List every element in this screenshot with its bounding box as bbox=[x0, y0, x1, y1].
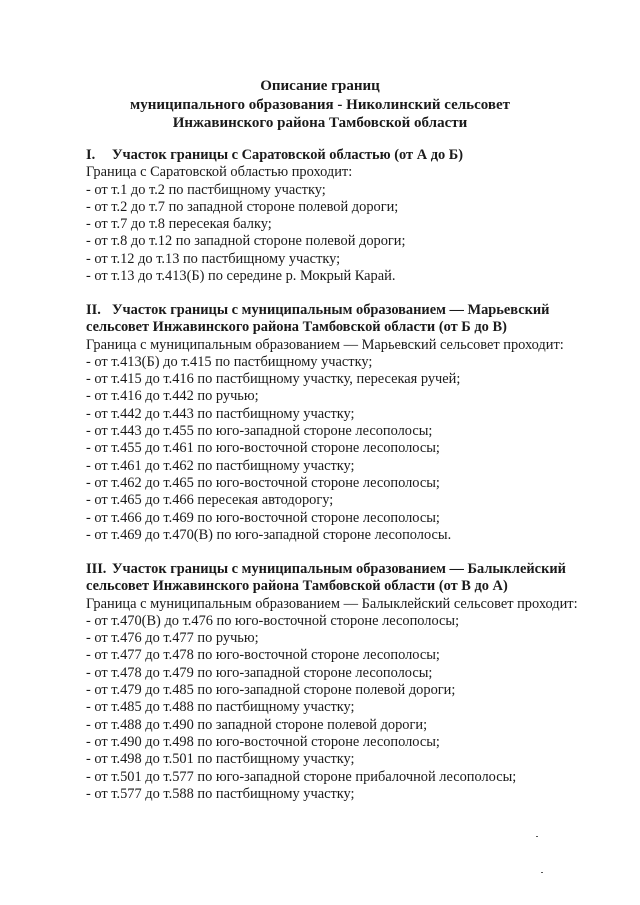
list-item: - от т.577 до т.588 по пастбищному участку; bbox=[86, 785, 355, 802]
section-heading-text: Участок границы с муниципальным образованием — Марьевский bbox=[112, 302, 550, 318]
list-item: - от т.461 до т.462 по пастбищному участку; bbox=[86, 457, 355, 474]
section-intro: Граница с муниципальным образованием — Балыклейский сельсовет проходит: bbox=[86, 595, 578, 612]
list-item: - от т.485 до т.488 по пастбищному участку; bbox=[86, 699, 355, 716]
title-line-3: Инжавинского района Тамбовской области bbox=[172, 115, 468, 131]
scan-speck bbox=[541, 872, 543, 873]
list-item: - от т.498 до т.501 по пастбищному участку; bbox=[86, 751, 355, 768]
title-line-2: муниципального образования - Николинский сельсовет bbox=[130, 96, 510, 113]
list-item: - от т.490 до т.498 по юго-восточной стороне лесополосы; bbox=[86, 733, 440, 750]
section-heading-continued: сельсовет Инжавинского района Тамбовской области (от Б до В) bbox=[86, 319, 507, 336]
list-item: - от т.13 до т.413(Б) по середине р. Мокрый Карай. bbox=[86, 268, 396, 285]
section-number: II. bbox=[86, 302, 101, 318]
list-item: - от т.501 до т.577 по юго-западной стороне прибалочной лесополосы; bbox=[86, 768, 517, 785]
document-title bbox=[0, 77, 640, 133]
list-item: - от т.8 до т.12 по западной стороне полевой дороги; bbox=[86, 233, 406, 250]
section-number: I. bbox=[86, 147, 96, 163]
list-item: - от т.488 до т.490 по западной стороне полевой дороги; bbox=[86, 716, 428, 733]
list-item: - от т.455 до т.461 по юго-восточной стороне лесополосы; bbox=[86, 440, 440, 457]
list-item: - от т.415 до т.416 по пастбищному участку, пересекая ручей; bbox=[86, 371, 461, 388]
list-item: - от т.469 до т.470(В) по юго-западной стороне лесополосы. bbox=[86, 526, 452, 543]
list-item: - от т.443 до т.455 по юго-западной стороне лесополосы; bbox=[86, 423, 433, 440]
list-item: - от т.466 до т.469 по юго-восточной стороне лесополосы; bbox=[86, 509, 440, 526]
list-item: - от т.12 до т.13 по пастбищному участку; bbox=[86, 250, 341, 267]
list-item: - от т.416 до т.442 по ручью; bbox=[86, 388, 259, 405]
list-item: - от т.476 до т.477 по ручью; bbox=[86, 630, 259, 647]
section-heading-text: Участок границы с муниципальным образованием — Балыклейский bbox=[112, 561, 566, 577]
list-item: - от т.465 до т.466 пересекая автодорогу; bbox=[86, 492, 334, 509]
section-intro: Граница с муниципальным образованием — Марьевский сельсовет проходит: bbox=[86, 336, 564, 353]
scan-speck bbox=[536, 836, 538, 837]
list-item: - от т.1 до т.2 по пастбищному участку; bbox=[86, 181, 326, 198]
list-item: - от т.470(В) до т.476 по юго-восточной стороне лесополосы; bbox=[86, 612, 460, 629]
list-item: - от т.477 до т.478 по юго-восточной стороне лесополосы; bbox=[86, 647, 440, 664]
section-heading bbox=[86, 302, 626, 319]
section-3 bbox=[86, 561, 626, 803]
list-item: - от т.413(Б) до т.415 по пастбищному участку; bbox=[86, 353, 373, 370]
list-item: - от т.462 до т.465 по юго-восточной стороне лесополосы; bbox=[86, 474, 440, 491]
list-item: - от т.7 до т.8 пересекая балку; bbox=[86, 216, 272, 233]
section-heading bbox=[86, 561, 626, 578]
section-1 bbox=[86, 147, 626, 285]
list-item: - от т.2 до т.7 по западной стороне полевой дороги; bbox=[86, 198, 399, 215]
list-item: - от т.479 до т.485 по юго-западной стороне полевой дороги; bbox=[86, 682, 456, 699]
list-item: - от т.478 до т.479 по юго-западной стороне лесополосы; bbox=[86, 664, 433, 681]
list-item: - от т.442 до т.443 по пастбищному участку; bbox=[86, 405, 355, 422]
section-number: III. bbox=[86, 561, 107, 577]
section-heading bbox=[86, 147, 626, 164]
section-heading-continued: сельсовет Инжавинского района Тамбовской области (от В до А) bbox=[86, 578, 508, 595]
section-heading-text: Участок границы с Саратовской областью (от А до Б) bbox=[112, 147, 464, 163]
section-2 bbox=[86, 302, 626, 544]
section-intro: Граница с Саратовской областью проходит: bbox=[86, 164, 353, 181]
title-line-1: Описание границ bbox=[260, 78, 380, 94]
